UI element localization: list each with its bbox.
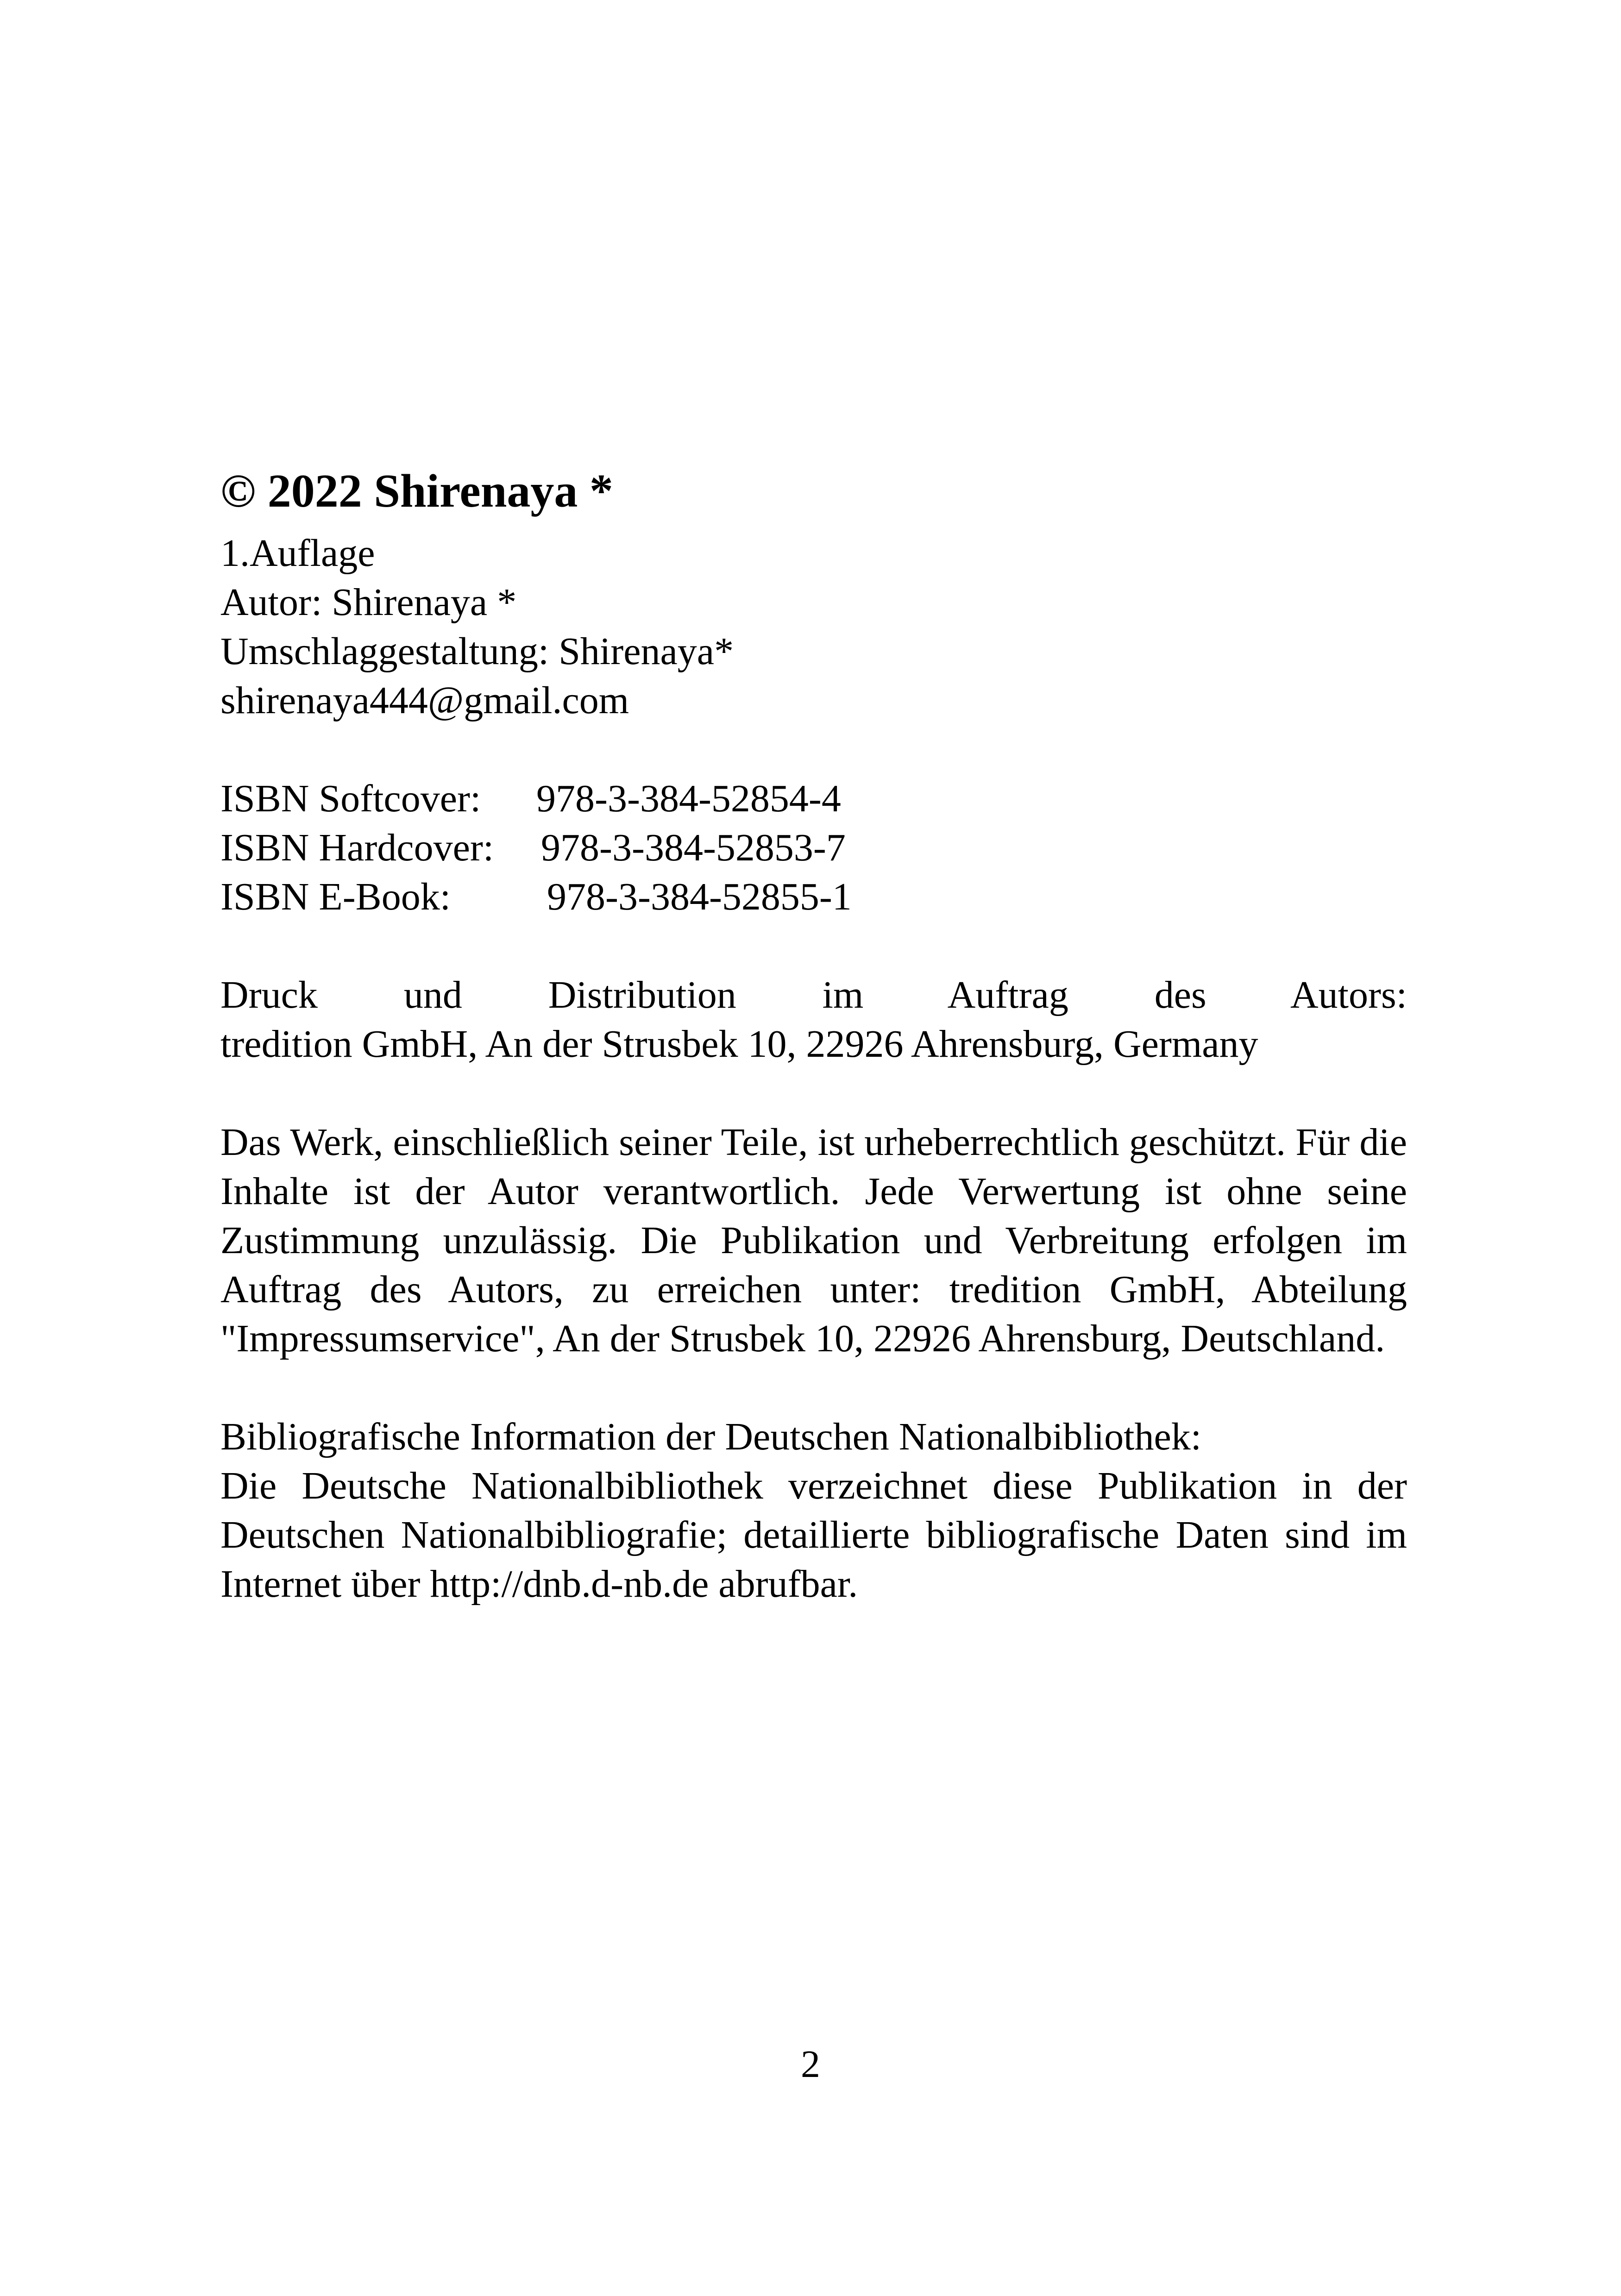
bibliographic-paragraph: Die Deutsche Nationalbibliothek verzeichnet diese Publikation in der Deutschen Nationalbibliografie; detaillierte bibliografische Daten sind im Internet über http://dnb.d-nb.de abrufbar.	[220, 1464, 1407, 1606]
isbn-ebook-row	[220, 872, 1407, 922]
spacer	[220, 922, 1407, 971]
isbn-block	[220, 774, 1407, 922]
isbn-label: ISBN Softcover:	[220, 777, 481, 821]
isbn-label: ISBN E-Book:	[220, 875, 451, 919]
cover-design-line: Umschlaggestaltung: Shirenaya*	[220, 630, 734, 673]
isbn-value: 978-3-384-52855-1	[547, 875, 852, 919]
imprint-block	[220, 463, 1407, 1609]
printing-line-2: tredition GmbH, An der Strusbek 10, 22926 Ahrensburg, Germany	[220, 1023, 1258, 1066]
author-line: Autor: Shirenaya *	[220, 581, 517, 624]
email-line: shirenaya444@gmail.com	[220, 679, 629, 722]
edition-line: 1.Auflage	[220, 532, 375, 575]
isbn-softcover-row	[220, 774, 1407, 823]
page-number: 2	[801, 2043, 820, 2086]
printing-block	[220, 971, 1407, 1069]
isbn-hardcover-row	[220, 823, 1407, 872]
isbn-value: 978-3-384-52853-7	[541, 826, 846, 870]
bibliographic-heading: Bibliografische Information der Deutschen Nationalbibliothek:	[220, 1415, 1202, 1459]
copyright-heading: © 2022 Shirenaya *	[220, 465, 613, 517]
printing-line-1: Druck und Distribution im Auftrag des Autors:	[220, 973, 1407, 1017]
legal-notice-paragraph: Das Werk, einschließlich seiner Teile, ist urheberrechtlich geschützt. Für die Inhalte ist der Autor verantwortlich. Jede Verwertung ist ohne seine Zustimmung unzulässig. Die Publikation und Verbreitung erfolgen im Auftrag des Autors, zu erreichen unter: tredition GmbH, Abteilung "Impressumservice", An der Strusbek 10, 22926 Ahrensburg, Deutschland.	[220, 1121, 1407, 1361]
credits-block	[220, 529, 1407, 725]
spacer	[220, 725, 1407, 774]
spacer	[220, 1363, 1407, 1412]
bibliographic-block	[220, 1412, 1407, 1609]
spacer	[220, 1069, 1407, 1118]
isbn-value: 978-3-384-52854-4	[536, 777, 841, 821]
isbn-label: ISBN Hardcover:	[220, 826, 494, 870]
